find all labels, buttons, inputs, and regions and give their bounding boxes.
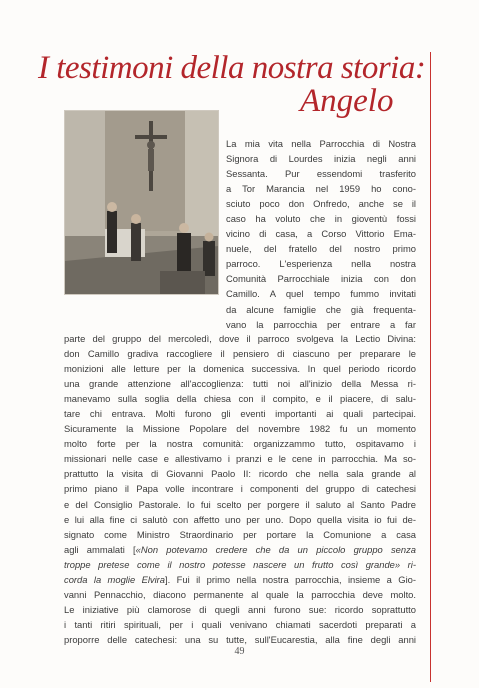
text-line: e lui alla fine ci salutò con affetto uno per uno. Dopo quella visita io fui de- xyxy=(64,513,416,525)
text-line: proporre delle catechesi: una su tutte, sull'Eucarestia, alla fine degli anni xyxy=(64,633,416,645)
text-line: La mia vita nella Parrocchia di Nostra xyxy=(226,138,416,149)
text-line: monizioni alle letture per la domenica successiva. In quel periodo ricordo xyxy=(64,363,416,375)
text-line: Comunità Parrocchiale inizia con don xyxy=(226,273,416,285)
text-line: tare chi entrava. Molti furono gli eventi importanti ai quali partecipai. xyxy=(64,408,416,420)
text-line: manevamo sulla soglia della chiesa con il compito, e il piacere, di salu- xyxy=(64,393,416,405)
quote-lead-text: agli ammalati [ xyxy=(64,543,136,555)
text-line: una grande attenzione all'accoglienza: tutti noi all'inizio della Messa ri- xyxy=(64,378,416,390)
text-line: missionari nelle case e allestivamo i pranzi e le cene in parrocchia. Ma so- xyxy=(64,453,416,465)
text-line: parte del gruppo del mercoledì, dove il parroco svolgeva la Lectio Divina: xyxy=(64,333,416,344)
text-line: sciuto poco don Onfredo, anche se il xyxy=(226,198,416,210)
page-title: I testimoni della nostra storia: xyxy=(38,50,426,86)
text-line: prattutto la visita di Giovanni Paolo II: ricordo che nella sala grande al xyxy=(64,468,416,480)
text-line: e del Consiglio Pastorale. Io fui scelto per porgere il saluto al Santo Padre xyxy=(64,498,416,510)
text-line: parroco. L'esperienza nella nostra xyxy=(226,258,416,270)
intro-paragraph xyxy=(226,136,416,332)
text-line: don Camillo gradiva raccogliere il pensiero di ciascuno per preparare le xyxy=(64,348,416,360)
text-line: vanni Pennacchio, diacono permanente al quale la parrocchia deve molto. xyxy=(64,588,416,600)
text-line: i tanti ritiri spirituali, per i quali venivano chiamati sacerdoti preparati a xyxy=(64,618,416,630)
text-line: Camillo. A quel tempo fummo invitati xyxy=(226,288,416,300)
text-line: a Tor Marancia nel 1959 ho cono- xyxy=(226,183,416,195)
text-line: vano la parrocchia per entrare a far xyxy=(226,318,416,330)
page-number: 49 xyxy=(234,646,245,657)
text-line: Sessanta. Pur essendomi trasferito xyxy=(226,168,416,180)
quote-line xyxy=(64,542,416,557)
text-line: caso ha voluto che in gioventù fossi xyxy=(226,213,416,225)
text-line: da alcune famiglie che già frequenta- xyxy=(226,303,416,315)
body-paragraph xyxy=(64,331,416,647)
text-line: Signora di Lourdes inizia negli anni xyxy=(226,153,416,165)
quote-line xyxy=(64,572,416,587)
church-interior-photo xyxy=(64,110,219,295)
page-subtitle-name: Angelo xyxy=(300,83,394,119)
quote-attribution: corda la moglie Elvira xyxy=(64,573,166,585)
text-line: Sicuramente la Missione Popolare del novembre 1982 fu un momento xyxy=(64,423,416,435)
margin-rule xyxy=(430,52,431,682)
text-line: nuele, del fratello del nostro primo xyxy=(226,243,416,255)
text-line: vicino di casa, a Corso Vittorio Ema- xyxy=(226,228,416,240)
quote-trail-text: ]. Fui il primo nella nostra parrocchia, insieme a Gio- xyxy=(165,573,416,585)
text-line: signato come Ministro Straordinario per portare la Comunione a casa xyxy=(64,528,416,540)
quote-italic-text: «Non potevamo credere che da un piccolo gruppo senza xyxy=(135,543,416,555)
text-line: molto forte per la nostra comunità: organizzammo tutto, ospitavamo i xyxy=(64,438,416,450)
text-line: primo piano il Papa volle incontrare i componenti del gruppo di catechesi xyxy=(64,483,416,495)
quote-line: troppe pretese come il nostro potesse nascere un frutto così grande» ri- xyxy=(64,558,416,570)
text-line: Le iniziative più clamorose di quegli anni furono sue: ricordo soprattutto xyxy=(64,603,416,615)
photo-illustration xyxy=(65,111,218,294)
